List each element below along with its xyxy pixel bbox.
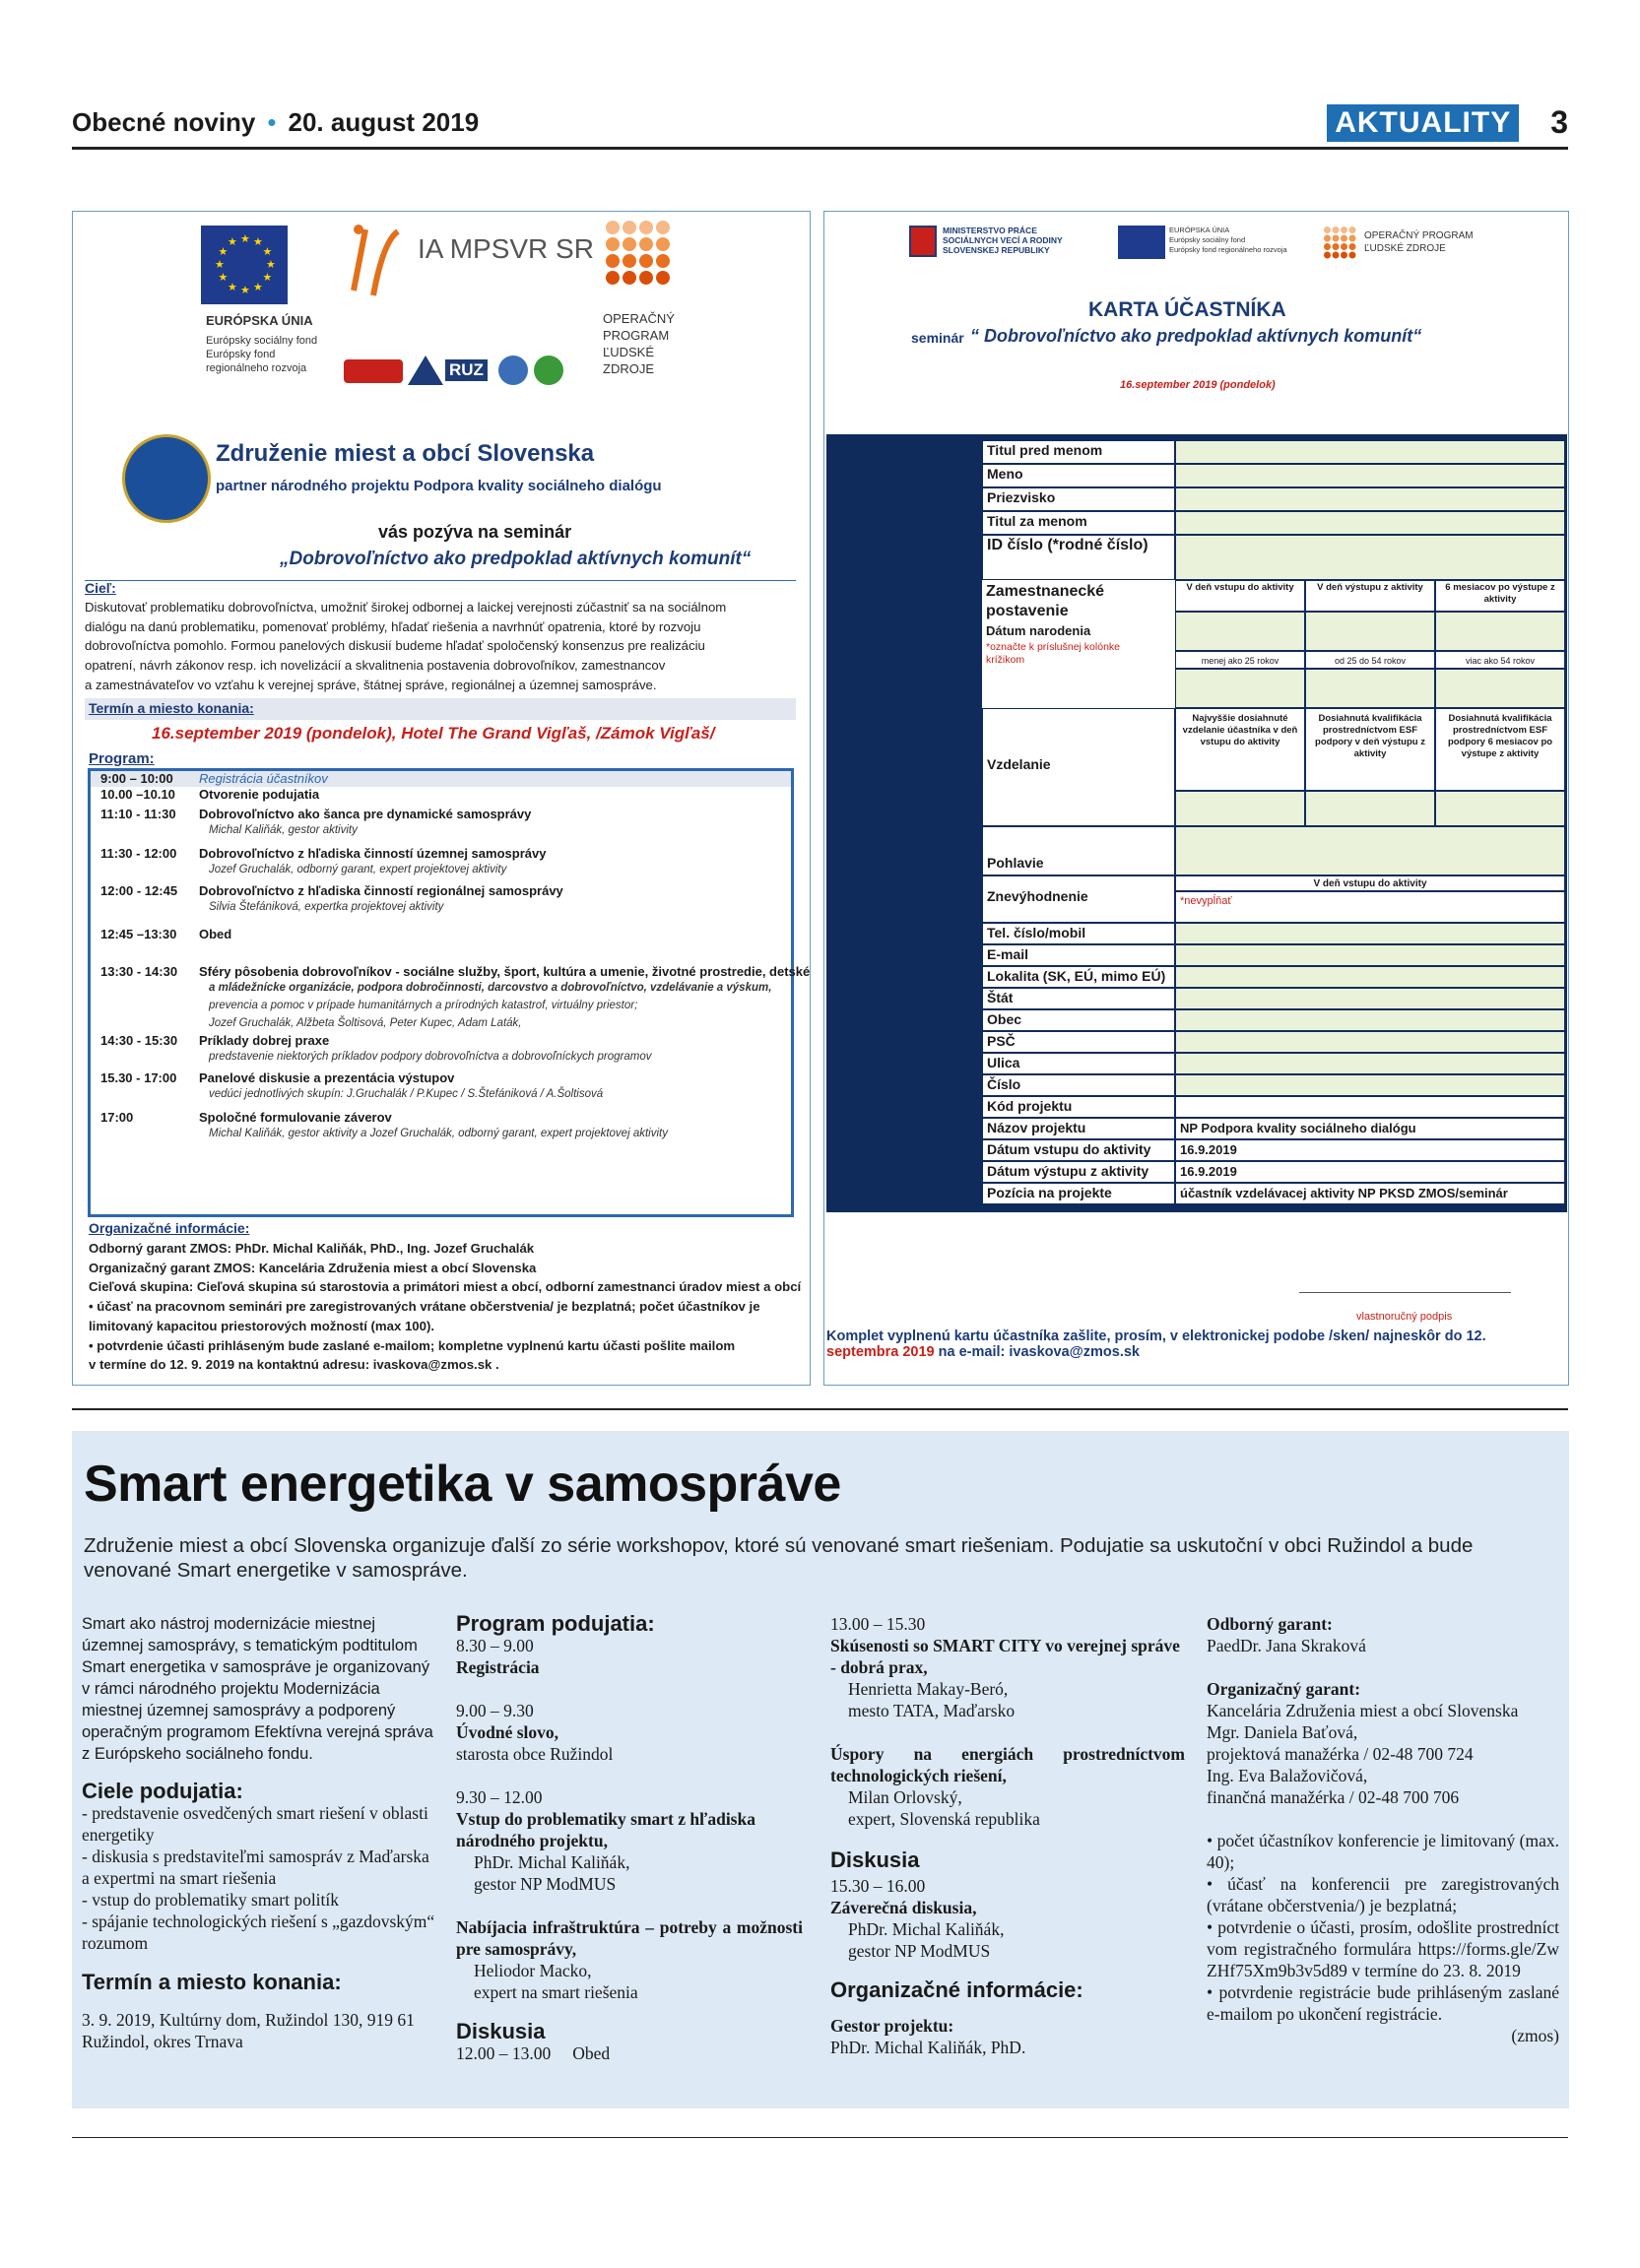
time: 9.30 – 12.00 [456,1787,543,1807]
speaker: Henrietta Makay-Beró, [848,1679,1009,1699]
goal-text: Diskutovať problematiku dobrovoľníctva, umožniť širokej odbornej a laickej verejnosti zúčastniť sa na sociálnom dialógu na danú problematiku, pomenovať problémy, hľadať riešenia a navrhnúť opatrenia, ktoré by rozvoju dobrovoľníctva pomohlo. Formou panelových diskusií budeme hľadať spoločenský konsenzus pre realizáciu opatrení, návrh zákonov resp. ich novelizácií a skvalitnenia postavenia dobrovoľníkov, zamestnancov a zamestnávateľov vo vzťahu k verejnej správe, štátnej správe, regionálnej a územnej samospráve. [85,600,727,692]
form-cell: Titul pred menom [982,440,1175,464]
seminar-title: „Dobrovoľníctvo ako predpoklad aktívnych komunít“ [280,549,752,569]
form-input[interactable] [1175,791,1305,826]
item: Registrácia [456,1657,540,1677]
ministry-label: MINISTERSTVO PRÁCE SOCIÁLNYCH VECÍ A RODINY SLOVENSKEJ REPUBLIKY [943,226,1063,255]
speaker: starosta obce Ružindol [456,1744,614,1764]
ruz-logo: RUZ [445,359,488,381]
form-input[interactable] [1435,791,1565,826]
org-info-heading: Organizačné informácie: [89,1220,250,1236]
notes-list: • počet účastníkov konferencie je limitovaný (max. 40); • účasť na konferencii pre zaregistrovaných (vrátane občerstvenia/) je bezplatná; • potvrdenie o účasti, prosím, odošlite prostredníctvom registračného formulára https://forms.gle/ZwZHf75Xm9b3v5d89 v termíne do 23. 8. 2019 • potvrdenie registrácie bude prihláseným zaslané e-mailom po ukončení registrácie. [1207,1831,1559,2024]
article-lead: Združenie miest a obcí Slovenska organizuje ďalší zo série workshopov, ktoré sú venované smart riešeniam. Podujatie sa uskutoční v obci Ružindol a bude venované Smart energetike v samospráve. [84,1534,1474,1582]
card-title: KARTA ÚČASTNÍKA [1088,298,1286,321]
form-input[interactable] [1175,923,1565,944]
form-cell: Dosiahnutá kvalifikácia prostredníctvom ESF podpory v deň výstupu z aktivity [1305,708,1435,791]
item: Vstup do problematiky smart z hľadiska národného projektu, [456,1809,755,1850]
program-row: 15.30 - 17:00 Panelové diskusie a prezentácia výstupov vedúci jednotlivých skupín: J.Gruchalák / P.Kupec / S.Štefániková / A.Šoltisová [100,1070,604,1100]
program-row: prevencia a pomoc v prípade humanitárnych a prírodných katastrof, virtuálny priestor; [209,1000,638,1011]
article-column-1 [82,1613,436,2052]
goals-list: - predstavenie osvedčených smart riešení v oblasti energetiky - diskusia s predstaviteľmi samospráv z Maďarska a expertmi na smart riešenia - vstup do problematiky smart politík - spájanie technologických riešení s „gazdovským“ rozumom [82,1803,435,1953]
goal-heading: Cieľ: [85,580,116,596]
eu-label: EURÓPSKA ÚNIA [206,313,313,328]
form-input[interactable] [1175,944,1565,966]
form-input[interactable] [1175,966,1565,988]
form-input[interactable] [1175,487,1565,511]
form-input[interactable] [1435,669,1565,708]
program-heading: Program podujatia: [456,1611,655,1636]
gestor-name: PhDr. Michal Kaliňák, PhD. [830,2038,1026,2057]
eu-star-icon: ★ [218,272,229,284]
form-input[interactable] [1175,1074,1565,1096]
organizer-heading: Organizačný garant: [1207,1679,1361,1699]
op-dots-icon [1323,226,1358,261]
form-input[interactable] [1175,464,1565,487]
zmos-seal-icon [122,434,211,523]
paper-name: Obecné noviny [72,107,256,137]
form-cell: 6 mesiacov po výstupe z aktivity [1435,580,1565,612]
form-cell: Pohlavie [982,826,1175,875]
article-column-2 [456,1613,803,2064]
signature-line [1299,1292,1511,1293]
op-dots-icon [605,220,674,308]
signature-label: vlastnoručný podpis [1356,1311,1453,1323]
gestor-heading: Gestor projektu: [830,2016,954,2036]
op-label: OPERAČNÝ PROGRAM ĽUDSKÉ ZDROJE [1364,230,1474,254]
program-row: 10.00 –10.10 Otvorenie podujatia [100,787,320,802]
program-row: 11:30 - 12:00 Dobrovoľníctvo z hľadiska činností územnej samosprávy Jozef Gruchalák, odborný garant, expert projektovej aktivity [100,846,547,875]
form-cell [1175,1096,1565,1118]
seminar-flyer [72,211,811,1386]
form-table [826,434,1567,1212]
eu-star-icon: ★ [253,236,263,249]
eu-flag-icon [201,226,288,304]
form-cell: Lokalita (SK, EÚ, mimo EÚ) [982,966,1175,988]
form-cell: ID číslo (*rodné číslo) [982,535,1175,580]
program-row: 17:00 Spoločné formulovanie záverov Michal Kaliňák, gestor aktivity a Jozef Gruchalák, odborný garant, expert projektovej aktivity [100,1110,668,1139]
page-number: 3 [1550,104,1568,140]
form-cell: Najvyššie dosiahnuté vzdelanie účastníka v deň vstupu do aktivity [1175,708,1305,791]
program-box [88,768,811,1217]
form-input[interactable] [1305,791,1435,826]
program-heading: Program: [89,750,155,767]
sk-emblem-icon [909,226,937,257]
divider [72,1408,1568,1410]
form-cell: Dátum vstupu do aktivity [982,1139,1175,1161]
eu-sub: regionálneho rozvoja [206,362,307,374]
divider [85,580,796,581]
form-cell: PSČ [982,1031,1175,1053]
eu-star-icon: ★ [240,233,250,245]
form-cell: Číslo [982,1074,1175,1096]
form-input[interactable] [1175,511,1565,535]
form-cell: Kód projektu [982,1096,1175,1118]
seminar-date: 16.september 2019 (pondelok) [1120,379,1276,391]
form-input[interactable] [1175,1031,1565,1053]
time: 12.00 – 13.00 [456,2043,552,2063]
card-footer: Komplet vyplnenú kartu účastníka zašlite, prosím, v elektronickej podobe /sken/ najneskôr do 12. septembra 2019 na e-mail: ivaskova@zmos.sk [826,1328,1486,1360]
org-sub: partner národného projektu Podpora kvality sociálneho dialógu [216,478,662,494]
issue-date: 20. august 2019 [288,107,480,137]
program-row: 14:30 - 15:30 Príklady dobrej praxe predstavenie niektorých príkladov podpory dobrovoľníctva a dobrovoľníckych programov [100,1033,652,1063]
form-cell: Názov projektu [982,1118,1175,1139]
article-smart-energetika [72,1431,1569,2108]
term-text: 3. 9. 2019, Kultúrny dom, Ružindol 130, 919 61 Ružindol, okres Trnava [82,2010,415,2051]
participant-card [823,211,1569,1386]
term-heading: Termín a miesto konania: [89,700,254,716]
invite-text: vás pozýva na seminár [378,522,572,542]
program-row: 12:45 –13:30 Obed [100,927,232,941]
form-input[interactable] [1175,535,1565,580]
eu-star-icon: ★ [215,259,225,271]
eu-star-icon: ★ [240,285,250,296]
eu-flag-icon [1118,226,1165,259]
form-input[interactable] [1305,669,1435,708]
form-input[interactable] [1175,826,1565,875]
seminar-title: “ Dobrovoľníctvo ako predpoklad aktívnych komunít“ [970,326,1422,346]
speaker: gestor NP ModMUS [848,1941,991,1961]
eu-star-icon: ★ [228,281,237,293]
time: 8.30 – 9.00 [456,1636,534,1655]
item: Záverečná diskusia, [830,1898,977,1917]
form-cell: V deň vstupu do aktivity [1175,875,1565,891]
section-label: AKTUALITY [1327,104,1519,142]
form-input[interactable] [1175,440,1565,464]
program-row: 9:00 – 10:00 Registrácia účastníkov [100,771,328,786]
term-text: 16.september 2019 (pondelok), Hotel The Grand Vigľaš, /Zámok Vigľaš/ [152,724,715,743]
discussion-heading: Diskusia [456,2019,546,2043]
speaker: mesto TATA, Maďarsko [848,1701,1016,1720]
time: 9.00 – 9.30 [456,1701,534,1720]
header-bullet: • [267,107,277,137]
program-row: 11:10 - 11:30 Dobrovoľníctvo ako šanca pre dynamické samosprávy Michal Kaliňák, gestor aktivity [100,807,532,836]
form-cell: E-mail [982,944,1175,966]
ia-label: IA MPSVR SR [418,233,594,264]
form-cell: 16.9.2019 [1175,1161,1565,1183]
partner-logo-icon [344,359,403,383]
form-cell: Obec [982,1009,1175,1031]
eu-star-icon: ★ [262,272,273,284]
form-cell: Dosiahnutá kvalifikácia prostredníctvom ESF podpory 6 mesiacov po výstupe z aktivity [1435,708,1565,791]
eu-star-icon: ★ [266,259,276,271]
form-cell: Štát [982,988,1175,1009]
eu-sub: Európsky fond [206,349,276,360]
form-cell: Zamestnanecké postavenie Dátum narodenia *označte k príslušnej kolónke krížikom [982,580,1175,708]
form-cell: Pozícia na projekte [982,1183,1175,1204]
form-cell: Dátum výstupu z aktivity [982,1161,1175,1183]
form-cell: viac ako 54 rokov [1435,651,1565,669]
seminar-label: seminár [911,330,964,346]
form-cell: Priezvisko [982,487,1175,511]
item: Skúsenosti so SMART CITY vo verejnej správe - dobrá prax, [830,1636,1180,1677]
form-cell: menej ako 25 rokov [1175,651,1305,669]
form-input[interactable] [1175,988,1565,1009]
speaker: PhDr. Michal Kaliňák, [474,1852,630,1872]
partner-logo-icon [498,356,528,385]
goals-heading: Ciele podujatia: [82,1779,243,1803]
article-column-4 [1207,1613,1559,2046]
item: Obed [572,2043,611,2063]
form-cell: Znevýhodnenie [982,875,1175,923]
eu-sub: Európsky sociálny fond [206,335,318,347]
speaker: Heliodor Macko, [474,1961,592,1980]
partner-logo-icon [534,356,563,385]
form-cell: Tel. číslo/mobil [982,923,1175,944]
time: 13.00 – 15.30 [830,1614,926,1634]
speaker: PhDr. Michal Kaliňák, [848,1919,1005,1939]
ia-logo-icon [344,222,403,300]
intro-text: Smart ako nástroj modernizácie miestnej územnej samosprávy, s tematickým podtitulom Smart energetika v samospráve je organizovaný v rámci národného projektu Modernizácia miestnej územnej samosprávy a podporený operačným programom Efektívna verejná správa z Európskeho sociálneho fondu. [82,1615,433,1763]
form-input[interactable] [1175,1053,1565,1074]
article-column-3 [830,1613,1185,2058]
article-title: Smart energetika v samospráve [84,1456,841,1513]
partner-logo-icon [408,356,443,385]
form-input[interactable] [1175,612,1305,651]
form-cell: NP Podpora kvality sociálneho dialógu [1175,1118,1565,1139]
form-cell: od 25 do 54 rokov [1305,651,1435,669]
form-cell: Meno [982,464,1175,487]
form-input[interactable] [1175,1009,1565,1031]
form-cell: Titul za menom [982,511,1175,535]
form-cell: Ulica [982,1053,1175,1074]
op-label: OPERAČNÝ PROGRAM ĽUDSKÉ ZDROJE [603,311,675,376]
form-input[interactable] [1305,612,1435,651]
eu-star-icon: ★ [228,236,237,249]
org-info-text: Odborný garant ZMOS: PhDr. Michal Kaliňák, PhD., Ing. Jozef Gruchalák Organizačný garant ZMOS: Kancelária Združenia miest a obcí Slovenska Cieľová skupina: Cieľová skupina sú starostovia a primátori miest a obcí, odborní zamestnanci úradov miest a obcí • účasť na pracovnom seminári pre zaregistrovaných vrátane občerstvenia/ je bezplatná; počet účastníkov je limitovaný kapacitou priestorových možností (max 100). • potvrdenie účasti prihláseným bude zaslané e-mailom; kompletne vyplnenú kartu účasti pošlite mailom v termíne do 12. 9. 2019 na kontaktnú adresu: ivaskova@zmos.sk . [89,1241,802,1373]
speaker: expert, Slovenská republika [848,1809,1040,1829]
speaker: expert na smart riešenia [474,1982,638,2002]
speaker: gestor NP ModMUS [474,1874,617,1894]
item: Úvodné slovo, [456,1722,559,1742]
item: Úspory na energiách prostredníctvom technologických riešení, [830,1744,1185,1785]
form-cell: Vzdelanie [982,708,1175,826]
time: 15.30 – 16.00 [830,1876,926,1896]
article-signature: (zmos) [1511,2026,1559,2045]
discussion-heading: Diskusia [830,1847,920,1872]
term-heading: Termín a miesto konania: [82,1970,342,1994]
expert-heading: Odborný garant: [1207,1614,1333,1634]
form-input[interactable] [1435,612,1565,651]
form-cell: účastník vzdelávacej aktivity NP PKSD ZMOS/seminár [1175,1183,1565,1204]
speaker: Milan Orlovský, [848,1787,962,1807]
form-input[interactable] [1175,669,1305,708]
org-name: Združenie miest a obcí Slovenska [216,440,595,467]
form-cell: 16.9.2019 [1175,1139,1565,1161]
org-info-heading: Organizačné informácie: [830,1977,1083,2002]
expert-name: PaedDr. Jana Skraková [1207,1636,1366,1655]
page-header [72,98,1568,150]
eu-star-icon: ★ [262,246,273,258]
eu-star-icon: ★ [253,281,263,293]
organizer-list: Kancelária Združenia miest a obcí Slovenska Mgr. Daniela Baťová, projektová manažérka / 02-48 700 724 Ing. Eva Balažovičová, finančná manažérka / 02-48 700 706 [1207,1701,1519,1807]
item: Nabíjacia infraštruktúra – potreby a možnosti pre samosprávy, [456,1917,803,1959]
program-row: 13:30 - 14:30 Sféry pôsobenia dobrovoľníkov - sociálne služby, šport, kultúra a umenie, životné prostredie, detské a mládežnícke organizácie, podpora dobročinnosti, darcovstvo a dobrovoľníctvo, vzdelávanie a výskum, [100,964,811,994]
eu-label: EURÓPSKA ÚNIA Európsky sociálny fond Európsky fond regionálneho rozvoja [1169,226,1287,254]
form-cell: *nevypĺňať [1175,891,1565,923]
divider [72,2137,1568,2138]
program-row: Jozef Gruchalák, Alžbeta Šoltisová, Peter Kupec, Adam Laták, [209,1017,522,1029]
eu-star-icon: ★ [218,246,229,258]
program-row: 12:00 - 12:45 Dobrovoľníctvo z hľadiska činností regionálnej samosprávy Silvia Štefániková, expertka projektovej aktivity [100,883,563,913]
form-cell: V deň výstupu z aktivity [1305,580,1435,612]
form-cell: V deň vstupu do aktivity [1175,580,1305,612]
